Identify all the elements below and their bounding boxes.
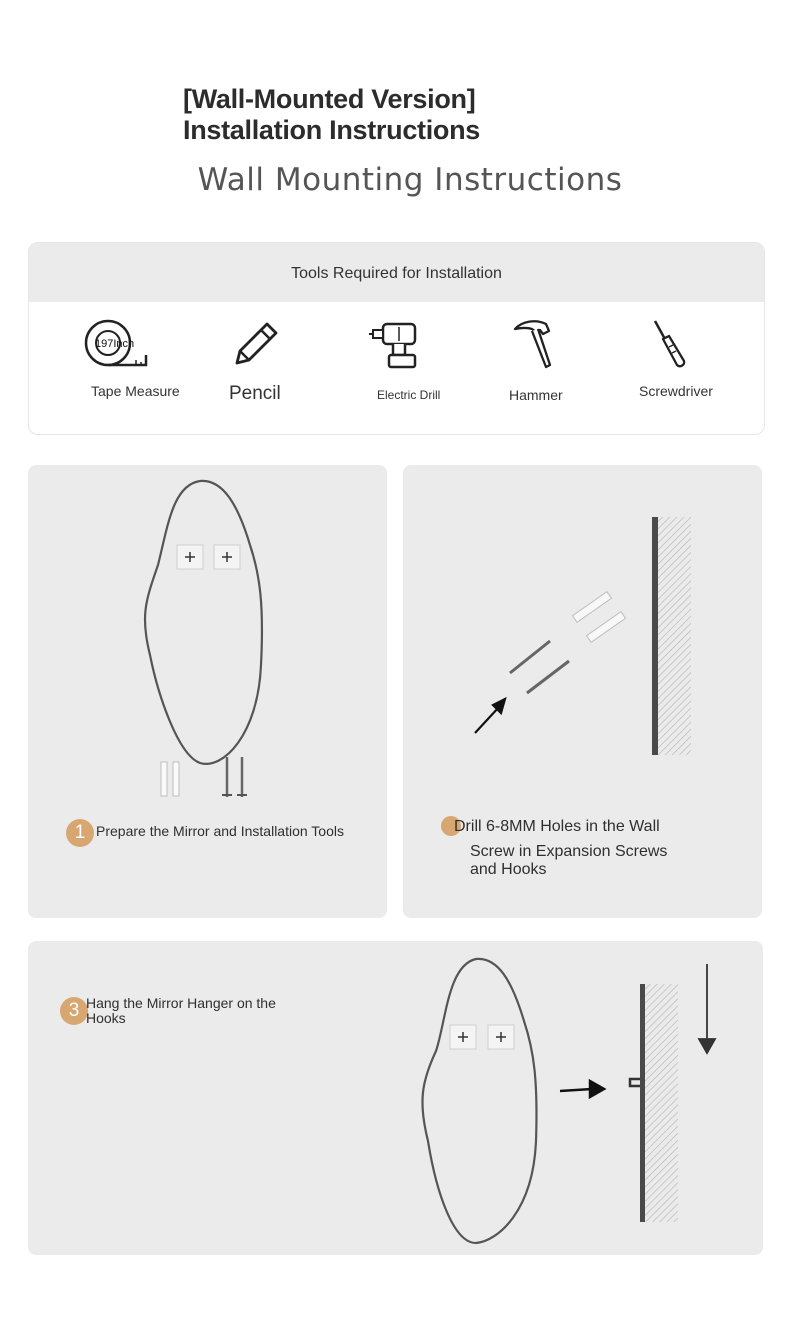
tool-label-hammer: Hammer bbox=[509, 387, 563, 403]
step-3-panel bbox=[28, 941, 763, 1255]
step-1-panel bbox=[28, 465, 387, 918]
step-2-panel bbox=[403, 465, 762, 918]
step-3-text-line1: Hang the Mirror Hanger on the bbox=[86, 995, 276, 1011]
step-3-text-line2: Hooks bbox=[86, 1010, 126, 1026]
title-line-2: Installation Instructions bbox=[183, 115, 481, 145]
arrow-right bbox=[560, 1081, 604, 1097]
screwdriver-icon bbox=[651, 319, 687, 369]
arrow bbox=[475, 699, 505, 733]
screws-angled bbox=[510, 641, 569, 693]
tool-label-tape-measure: Tape Measure bbox=[91, 383, 180, 399]
tools-heading: Tools Required for Installation bbox=[29, 243, 764, 302]
tape-measure-icon bbox=[84, 319, 150, 371]
hammer-icon bbox=[512, 319, 554, 371]
pencil-icon bbox=[231, 319, 281, 369]
wall-section bbox=[658, 517, 691, 755]
step-2-detail-line2: and Hooks bbox=[470, 861, 547, 878]
hanger-bracket-right bbox=[214, 545, 240, 569]
tool-label-pencil: Pencil bbox=[229, 383, 281, 404]
tool-label-electric-drill: Electric Drill bbox=[377, 388, 441, 402]
drill-illustration bbox=[403, 465, 762, 795]
tool-label-screwdriver: Screwdriver bbox=[639, 383, 713, 399]
mirror-illustration bbox=[28, 465, 387, 815]
screws bbox=[222, 757, 247, 797]
hanger-bracket-left bbox=[177, 545, 203, 569]
step-2-title: Drill 6-8MM Holes in the Wall bbox=[454, 818, 660, 835]
step-2-detail-line1: Screw in Expansion Screws bbox=[470, 843, 668, 860]
arrow-down bbox=[699, 964, 715, 1053]
tape-measure-text: 197Inch bbox=[95, 338, 135, 350]
step-1-text: Prepare the Mirror and Installation Tools bbox=[96, 823, 344, 839]
wall-plugs bbox=[161, 762, 179, 796]
page-title bbox=[183, 84, 480, 146]
step-3-badge: 3 bbox=[60, 997, 88, 1025]
step-1-badge: 1 bbox=[66, 819, 94, 847]
electric-drill-icon bbox=[369, 321, 419, 369]
title-line-1: [Wall-Mounted Version] bbox=[183, 84, 476, 114]
tools-card bbox=[28, 242, 765, 435]
page-subtitle: Wall Mounting Instructions bbox=[197, 162, 623, 198]
expansion-plugs bbox=[573, 592, 626, 643]
hang-illustration bbox=[28, 941, 763, 1255]
step-2-detail bbox=[470, 843, 667, 879]
